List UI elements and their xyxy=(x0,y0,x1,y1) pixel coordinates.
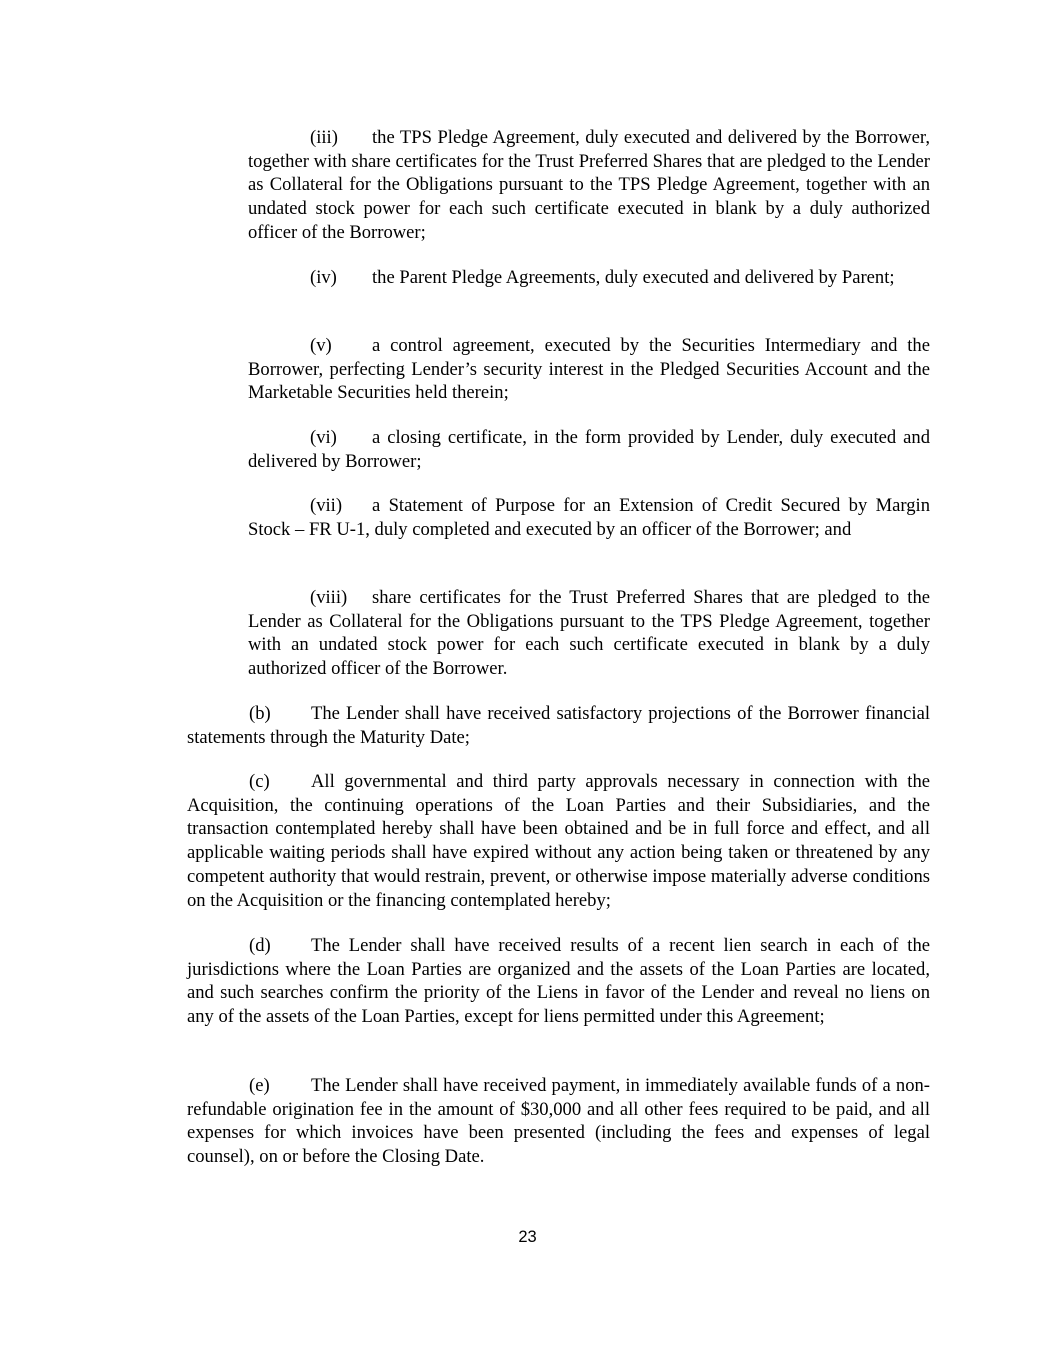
clause-label: (viii) xyxy=(310,587,348,608)
clause-viii xyxy=(248,586,930,681)
clause-label: (e) xyxy=(249,1075,270,1096)
clause-text: The Lender shall have received results of a recent lien search in each of the jurisdictions where the Loan Parties are organized and the assets of the Loan Parties are located, and such searches confirm the priority of the Liens in favor of the Lender and reveal no liens on any of the assets of the Loan Parties, except for liens permitted under this Agreement; xyxy=(187,935,930,1028)
clause-b xyxy=(187,702,930,749)
clause-label: (vi) xyxy=(310,427,337,448)
page-number: 23 xyxy=(518,1228,537,1246)
clause-label: (iii) xyxy=(310,127,338,148)
clause-label: (b) xyxy=(249,703,271,724)
clause-e xyxy=(187,1074,930,1169)
clause-v xyxy=(248,334,930,405)
clause-d xyxy=(187,934,930,1029)
clause-iii xyxy=(248,126,930,245)
clause-vii xyxy=(248,494,930,541)
clause-text: the TPS Pledge Agreement, duly executed and delivered by the Borrower, together with share certificates for the Trust Preferred Shares that are pledged to the Lender as Collateral for the Obligations pursuant to the TPS Pledge Agreement, together with an undated stock power for each such certificate executed in blank by a duly authorized officer of the Borrower; xyxy=(248,127,930,243)
clause-label: (d) xyxy=(249,935,271,956)
clause-label: (v) xyxy=(310,335,332,356)
clause-label: (iv) xyxy=(310,267,337,288)
clause-text: The Lender shall have received satisfactory projections of the Borrower financial statements through the Maturity Date; xyxy=(187,703,930,748)
clause-iv xyxy=(248,266,930,290)
clause-text: share certificates for the Trust Preferred Shares that are pledged to the Lender as Collateral for the Obligations pursuant to the TPS Pledge Agreement, together with an undated stock power for each such certificate executed in blank by a duly authorized officer of the Borrower. xyxy=(248,587,930,680)
clause-text: a closing certificate, in the form provided by Lender, duly executed and delivered by Borrower; xyxy=(248,427,930,472)
clause-vi xyxy=(248,426,930,473)
clause-text: the Parent Pledge Agreements, duly executed and delivered by Parent; xyxy=(372,267,895,288)
clause-text: a Statement of Purpose for an Extension of Credit Secured by Margin Stock – FR U-1, duly completed and executed by an officer of the Borrower; and xyxy=(248,495,930,540)
clause-text: The Lender shall have received payment, in immediately available funds of a non-refundable origination fee in the amount of $30,000 and all other fees required to be paid, and all expenses for which invoices have been presented (including the fees and expenses of legal counsel), on or before the Closing Date. xyxy=(187,1075,930,1168)
clause-c xyxy=(187,770,930,912)
clause-label: (c) xyxy=(249,771,270,792)
clause-text: a control agreement, executed by the Securities Intermediary and the Borrower, perfecting Lender’s security interest in the Pledged Securities Account and the Marketable Securities held therein; xyxy=(248,335,930,404)
clause-text: All governmental and third party approvals necessary in connection with the Acquisition, the continuing operations of the Loan Parties and their Subsidiaries, and the transaction contemplated hereby shall have been obtained and be in full force and effect, and all applicable waiting periods shall have expired without any action being taken or threatened by any competent authority that would restrain, prevent, or otherwise impose materially adverse conditions on the Acquisition or the financing contemplated hereby; xyxy=(187,771,930,911)
clause-label: (vii) xyxy=(310,495,343,516)
